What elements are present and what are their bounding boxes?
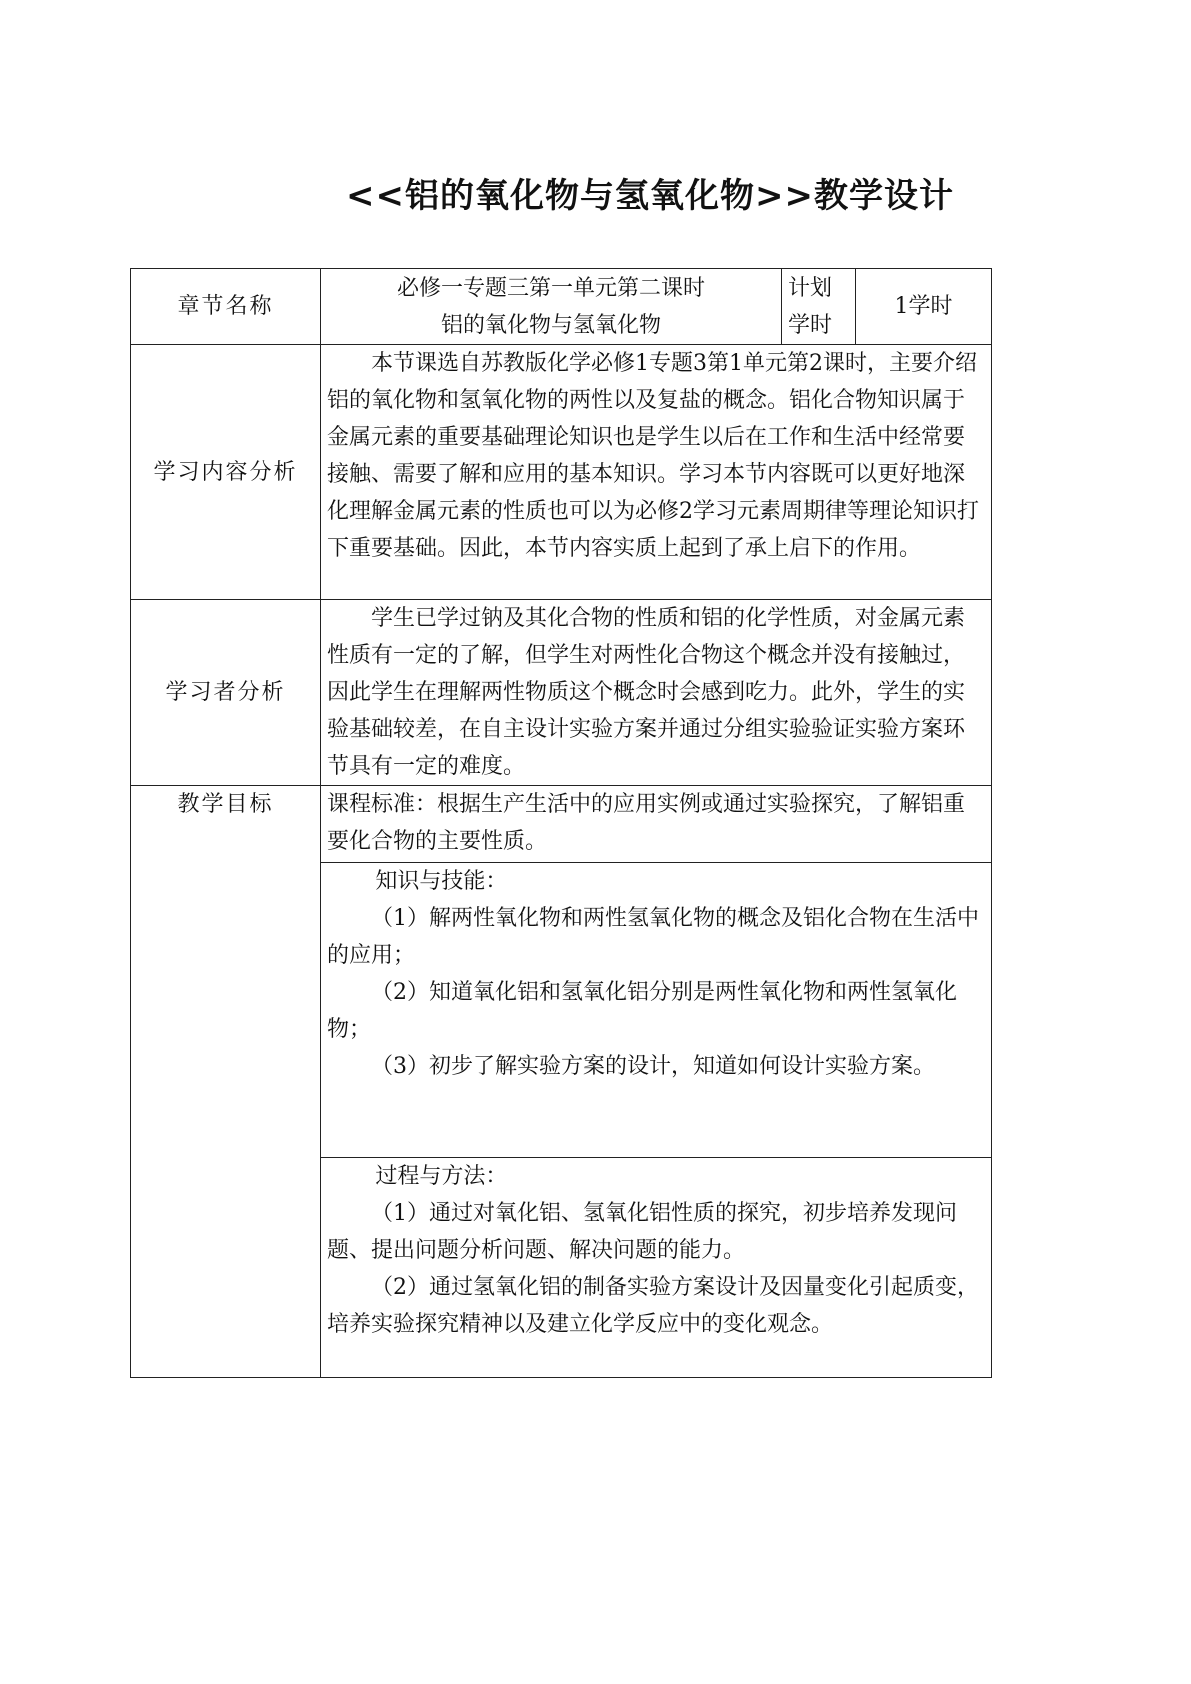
plan-label-cell <box>782 269 856 345</box>
objectives-label: 教学目标 <box>131 786 321 1378</box>
knowledge-item: （2）知道氧化铝和氢氧化铝分别是两性氧化物和两性氢氧化物； <box>327 980 957 1042</box>
plan-value: 1学时 <box>856 269 992 345</box>
knowledge-heading: 知识与技能： <box>375 869 508 894</box>
learner-analysis-row <box>131 600 992 786</box>
chapter-name-line2: 铝的氧化物与氢氧化物 <box>440 312 661 338</box>
objectives-standard-row <box>131 786 992 863</box>
process-cell <box>321 1158 992 1378</box>
knowledge-item: （1）解两性氧化物和两性氢氧化物的概念及铝化合物在生活中的应用； <box>327 906 979 968</box>
knowledge-item: （3）初步了解实验方案的设计，知道如何设计实验方案。 <box>371 1054 935 1079</box>
learner-analysis-text: 学生已学过钠及其化合物的性质和铝的化学性质，对金属元素性质有一定的了解，但学生对两性化合物这个概念并没有接触过，因此学生在理解两性物质这个概念时会感到吃力。此外，学生的实验基础较差，在自主设计实验方案并通过分组实验验证实验方案环节具有一定的难度。 <box>327 606 966 779</box>
chapter-name-cell <box>321 269 782 345</box>
process-item: （1）通过对氧化铝、氢氧化铝性质的探究，初步培养发现问题、提出问题分析问题、解决问题的能力。 <box>327 1201 957 1263</box>
learner-analysis-label: 学习者分析 <box>131 600 321 786</box>
content-analysis-label: 学习内容分析 <box>131 345 321 600</box>
process-heading: 过程与方法： <box>375 1164 508 1189</box>
content-analysis-row <box>131 345 992 600</box>
lesson-plan-table <box>130 268 992 1378</box>
learner-analysis-cell <box>321 600 992 786</box>
plan-label-line1: 计划 <box>788 275 833 301</box>
content-analysis-text: 本节课选自苏教版化学必修1专题3第1单元第2课时，主要介绍铝的氧化物和氢氧化物的两性以及复盐的概念。铝化合物知识属于金属元素的重要基础理论知识也是学生以后在工作和生活中经常要接触、需要了解和应用的基本知识。学习本节内容既可以更好地深化理解金属元素的性质也可以为必修2学习元素周期律等理论知识打下重要基础。因此，本节内容实质上起到了承上启下的作用。 <box>327 351 979 561</box>
standard-text: 课程标准：根据生产生活中的应用实例或通过实验探究，了解铝重要化合物的主要性质。 <box>327 792 966 854</box>
plan-label-line2: 学时 <box>788 312 833 338</box>
chapter-label: 章节名称 <box>131 269 321 345</box>
page-title: <<铝的氧化物与氢氧化物>>教学设计 <box>346 176 954 216</box>
standard-cell <box>321 786 992 863</box>
chapter-name-line1: 必修一专题三第一单元第二课时 <box>396 275 705 301</box>
content-analysis-cell <box>321 345 992 600</box>
chapter-row <box>131 269 992 345</box>
process-item: （2）通过氢氧化铝的制备实验方案设计及因量变化引起质变，培养实验探究精神以及建立化学反应中的变化观念。 <box>327 1275 979 1337</box>
knowledge-cell <box>321 863 992 1158</box>
